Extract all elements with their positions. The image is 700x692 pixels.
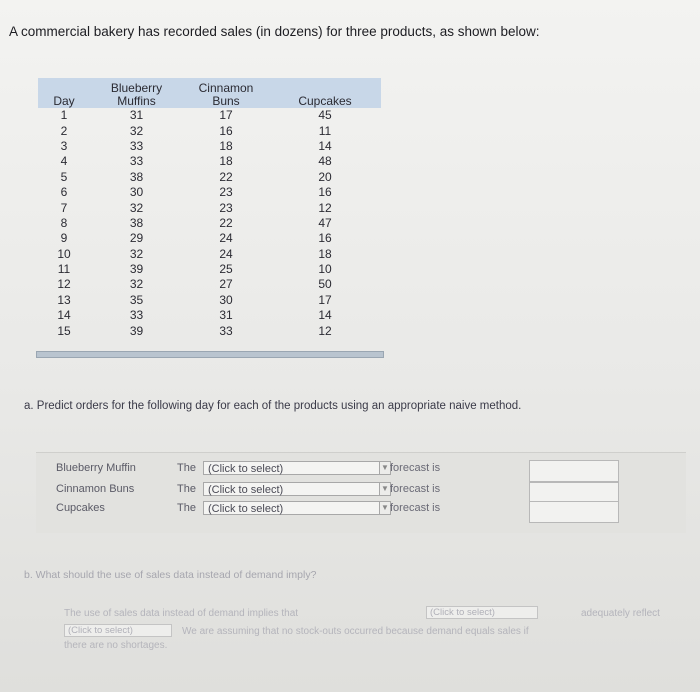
chevron-down-icon[interactable]: ▼ bbox=[379, 482, 391, 496]
header-blueberry-muffins: Blueberry Muffins bbox=[110, 81, 163, 108]
table-row bbox=[38, 216, 381, 231]
cell-blueberry-muffins: 32 bbox=[129, 277, 144, 292]
part-b-line2-end: We are assuming that no stock-outs occurred because demand equals sales if bbox=[182, 626, 529, 637]
cell-cinnamon-buns: 24 bbox=[219, 246, 233, 261]
table-row bbox=[38, 185, 381, 200]
the-label-blueberry: The bbox=[177, 462, 196, 474]
cell-day: 4 bbox=[60, 154, 68, 169]
table-row bbox=[38, 308, 381, 323]
cell-cinnamon-buns: 17 bbox=[219, 108, 233, 123]
part-b-line1-end: adequately reflect bbox=[581, 608, 660, 619]
table-body bbox=[38, 108, 381, 339]
cell-cupcakes: 48 bbox=[318, 154, 332, 169]
header-day: Day bbox=[53, 94, 75, 108]
cell-cinnamon-buns: 18 bbox=[219, 154, 233, 169]
cell-blueberry-muffins: 38 bbox=[129, 215, 144, 230]
cell-blueberry-muffins: 32 bbox=[129, 200, 144, 215]
table-row bbox=[38, 231, 381, 246]
table-row bbox=[38, 262, 381, 277]
cell-cupcakes: 14 bbox=[318, 308, 332, 323]
cell-cupcakes: 10 bbox=[318, 262, 332, 277]
cell-blueberry-muffins: 32 bbox=[129, 246, 144, 261]
cell-blueberry-muffins: 32 bbox=[129, 123, 144, 138]
cell-day: 5 bbox=[60, 169, 68, 184]
part-a-prompt: a. Predict orders for the following day for each of the products using an appropriate naive method. bbox=[24, 400, 522, 412]
cell-cupcakes: 45 bbox=[318, 108, 332, 123]
cell-cinnamon-buns: 33 bbox=[219, 323, 233, 338]
cell-blueberry-muffins: 30 bbox=[129, 185, 144, 200]
cell-day: 6 bbox=[60, 185, 68, 200]
cell-day: 10 bbox=[57, 246, 71, 261]
table-row bbox=[38, 139, 381, 154]
part-b-prompt: b. What should the use of sales data instead of demand imply? bbox=[24, 569, 317, 581]
cell-cupcakes: 16 bbox=[318, 185, 332, 200]
cell-cinnamon-buns: 23 bbox=[219, 200, 233, 215]
cell-cupcakes: 12 bbox=[318, 200, 332, 215]
cell-cinnamon-buns: 25 bbox=[219, 262, 233, 277]
cell-cupcakes: 11 bbox=[318, 123, 332, 138]
cell-blueberry-muffins: 39 bbox=[129, 262, 144, 277]
cell-blueberry-muffins: 38 bbox=[129, 169, 144, 184]
cell-day: 12 bbox=[57, 277, 71, 292]
cell-day: 8 bbox=[60, 215, 68, 230]
cell-cinnamon-buns: 27 bbox=[219, 277, 233, 292]
cell-day: 7 bbox=[60, 200, 68, 215]
chevron-down-icon[interactable]: ▼ bbox=[379, 501, 391, 515]
cell-cupcakes: 17 bbox=[318, 292, 332, 307]
cell-day: 13 bbox=[57, 292, 71, 307]
cell-blueberry-muffins: 31 bbox=[129, 108, 144, 123]
product-label-blueberry: Blueberry Muffin bbox=[56, 462, 136, 474]
forecast-method-select-cinnamon[interactable]: (Click to select) bbox=[203, 482, 391, 496]
the-label-cupcakes: The bbox=[177, 502, 196, 514]
cell-cinnamon-buns: 22 bbox=[219, 169, 233, 184]
question-text: A commercial bakery has recorded sales (in dozens) for three products, as shown below: bbox=[9, 24, 540, 39]
cell-cupcakes: 14 bbox=[318, 138, 332, 153]
cell-day: 15 bbox=[57, 323, 71, 338]
cell-cinnamon-buns: 16 bbox=[219, 123, 233, 138]
product-label-cupcakes: Cupcakes bbox=[56, 502, 105, 514]
cell-cinnamon-buns: 22 bbox=[219, 215, 233, 230]
header-cupcakes: Cupcakes bbox=[298, 94, 352, 108]
cell-cinnamon-buns: 31 bbox=[219, 308, 233, 323]
cell-cinnamon-buns: 24 bbox=[219, 231, 233, 246]
table-row bbox=[38, 277, 381, 292]
cell-cinnamon-buns: 18 bbox=[219, 138, 233, 153]
table-row bbox=[38, 323, 381, 338]
product-label-cinnamon: Cinnamon Buns bbox=[56, 483, 135, 495]
cell-day: 11 bbox=[57, 262, 71, 277]
cell-blueberry-muffins: 29 bbox=[129, 231, 144, 246]
forecast-is-label-blueberry: forecast is bbox=[390, 462, 441, 474]
table-header-row bbox=[38, 78, 381, 108]
cell-blueberry-muffins: 33 bbox=[129, 154, 144, 169]
table-row bbox=[38, 200, 381, 215]
table-row bbox=[38, 108, 381, 123]
cell-day: 9 bbox=[60, 231, 68, 246]
chevron-down-icon[interactable]: ▼ bbox=[379, 461, 391, 475]
forecast-method-select-blueberry[interactable]: (Click to select) bbox=[203, 461, 391, 475]
cell-blueberry-muffins: 35 bbox=[129, 292, 144, 307]
the-label-cinnamon: The bbox=[177, 483, 196, 495]
cell-cupcakes: 12 bbox=[318, 323, 332, 338]
part-b-line1-start: The use of sales data instead of demand implies that bbox=[64, 608, 299, 619]
cell-day: 3 bbox=[60, 138, 68, 153]
cell-blueberry-muffins: 33 bbox=[129, 308, 144, 323]
part-b-line3: there are no shortages. bbox=[64, 640, 168, 651]
cell-cinnamon-buns: 23 bbox=[219, 185, 233, 200]
table-row bbox=[38, 154, 381, 169]
forecast-is-label-cupcakes: forecast is bbox=[390, 502, 441, 514]
cell-cupcakes: 47 bbox=[318, 215, 332, 230]
table-row bbox=[38, 293, 381, 308]
cell-cupcakes: 50 bbox=[318, 277, 332, 292]
cell-day: 2 bbox=[60, 123, 68, 138]
condition-select[interactable]: (Click to select) bbox=[64, 624, 172, 637]
cell-day: 1 bbox=[60, 108, 68, 123]
forecast-answer-cupcakes[interactable] bbox=[529, 501, 619, 523]
cell-cupcakes: 20 bbox=[318, 169, 332, 184]
cell-blueberry-muffins: 33 bbox=[129, 138, 144, 153]
forecast-is-label-cinnamon: forecast is bbox=[390, 483, 441, 495]
part-a-panel bbox=[36, 452, 686, 533]
table-row bbox=[38, 170, 381, 185]
cell-cupcakes: 18 bbox=[318, 246, 332, 261]
table-row bbox=[38, 123, 381, 138]
sales-table bbox=[38, 78, 381, 339]
cell-day: 14 bbox=[57, 308, 71, 323]
forecast-method-select-cupcakes[interactable]: (Click to select) bbox=[203, 501, 391, 515]
table-bottom-bar bbox=[36, 351, 384, 358]
forecast-answer-blueberry[interactable] bbox=[529, 460, 619, 482]
part-b-panel bbox=[58, 604, 688, 664]
table-row bbox=[38, 247, 381, 262]
cell-cupcakes: 16 bbox=[318, 231, 332, 246]
cell-cinnamon-buns: 30 bbox=[219, 292, 233, 307]
implication-select[interactable]: (Click to select) bbox=[426, 606, 538, 619]
cell-blueberry-muffins: 39 bbox=[129, 323, 144, 338]
header-cinnamon-buns: Cinnamon Buns bbox=[198, 81, 254, 108]
